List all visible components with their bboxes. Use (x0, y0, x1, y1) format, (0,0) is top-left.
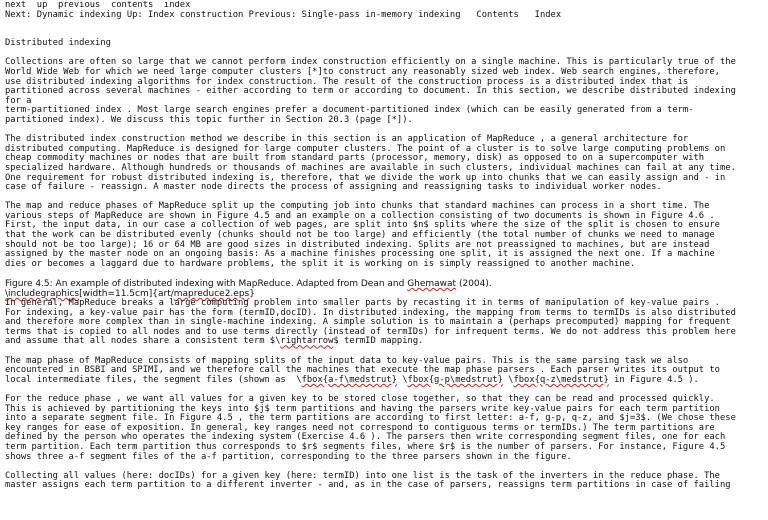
mapping-text: $ termID mapping. (333, 336, 424, 347)
include-close: } (249, 289, 255, 300)
text-line: First, the input data, in our case a collection of web pages, are split into $n$ splits where the size of the split is chosen to ensure (5, 220, 720, 231)
text-line: term partition. Each term partition thus corresponds to $r$ segments files, where $r$ is the number of parsers. For instance, Figure 4.5 (5, 441, 726, 452)
text-line: World Wide Web for which we need large computer clusters [*]to construct any reasonably sized web index. Web search engines, therefore, (5, 66, 720, 77)
text-line: terms that is copied to all nodes and to use terms directly (instead of termIDs) for infrequent terms. We do not address this problem here (5, 326, 736, 337)
latex-command: fbox{g-p\medstrut} (407, 374, 503, 385)
up-title-link[interactable]: Index construction (148, 9, 244, 20)
text-line (5, 376, 765, 386)
mapping-text: and assume that all nodes share a consistent term $\ (5, 336, 281, 347)
contents-link[interactable]: contents (110, 1, 154, 10)
previous-link[interactable]: previous (57, 1, 101, 10)
caption-text: Figure 4.5: An example of distributed indexing with MapReduce. Adapted from Dean and (5, 279, 408, 290)
paragraph-reduce-phase (5, 395, 765, 462)
segment-text: \ (502, 374, 514, 385)
up-link[interactable]: up (36, 1, 48, 10)
text-line: and therefore more complex than in single-machine indexing. A simple solution is to maintain a (perhaps precomputed) mapping for frequent (5, 317, 731, 328)
text-line: encountered in BSBI and SPIMI, and we therefore call the machines that execute the map phase parsers . Each parser writes its output to (5, 365, 720, 376)
text-line: The distributed index construction method we describe in this section is an application of MapReduce , a general architecture for (5, 134, 689, 145)
contents-title-link[interactable]: Contents (476, 9, 519, 20)
text-line: shows three a-f segment files of the a-f partition, corresponding to the three parsers shown in the figure. (5, 451, 572, 462)
text-line: term-partitioned index . Most large search engines prefer a document-partitioned index (which can be easily generated from a term- (5, 105, 694, 116)
text-line: For indexing, a key-value pair has the form (termID,docID). In distributed indexing, the mapping from terms to termIDs is also distributed (5, 307, 736, 318)
text-line: assigned by the master node on an ongoing basis: As a machine finishes processing one split, it is assigned the next one. If a machine (5, 249, 715, 260)
text-line: should not be too large); 16 or 64 MB are good sizes in distributed indexing. Splits are not preassigned to machines, but are instead (5, 239, 710, 250)
text-line: In general, MapReduce breaks a large computing problem into smaller parts by recasting it in terms of manipulation of key-value pairs . (5, 298, 720, 309)
text-line: into a separate segment file. In Figure 4.5 , the term partitions are according to first letter: a-f, g-p, q-z, and $j=3$. (We chose these (5, 413, 736, 424)
paragraph-map-phase (5, 357, 765, 386)
paragraph-map-reduce-phases (5, 202, 765, 269)
text-line: that the work can be distributed evenly (chunks should not be too large) and efficiently (the total number of chunks we need to manage (5, 230, 715, 241)
text-line: partitioned across several machines - either according to term or according to document. In this section, we describe distributed indexing (5, 86, 736, 97)
text-line: specialized hardware. Although hundreds or thousands of machines are available in such clusters, individual machines can fail at any time. (5, 162, 736, 173)
section-heading: Distributed indexing (5, 38, 111, 49)
text-line: cheap commodity machines or nodes that are built from standard parts (processor, memory, disk) as opposed to on a supercomputer with (5, 153, 705, 164)
index-title-link[interactable]: Index (534, 9, 562, 20)
text-line: partitioned index). We discuss this topic further in Section 20.3 (page [*]). (5, 114, 413, 125)
text-line: various steps of MapReduce are shown in Figure 4.5 and an example on a collection consisting of two documents is shown in Figure 4.6 . (5, 210, 715, 221)
text-line: Collecting all values (here: docIDs) for a given key (here: termID) into one list is the task of the inverters in the reduce phase. The (5, 470, 720, 481)
up-label: Up: (126, 9, 143, 20)
text-line: One requirement for robust distributed indexing is, therefore, that we divide the work up into chunks that we can easily assign and - in (5, 172, 726, 183)
nav-breadcrumb (5, 11, 765, 21)
include-file: mapreduce2.eps (173, 289, 250, 300)
text-line: case of failure - reassign. A master node directs the process of assigning and reassigning tasks to individual worker nodes. (5, 182, 662, 193)
text-line: for a (5, 95, 32, 106)
caption-year: (2004). (456, 279, 492, 290)
include-args: [width=11.5cm]{art/ (79, 289, 174, 300)
include-command: \includegraphics (5, 289, 80, 300)
text-line: use distributed indexing algorithms for index construction. The result of the construction process is a distributed index that is (5, 76, 689, 87)
latex-command: fbox{q-z\medstrut} (513, 374, 609, 385)
text-line: The map phase of MapReduce consists of mapping splits of the input data to key-value pairs. This is the same parsing task we also (5, 355, 689, 366)
text-line: The map and reduce phases of MapReduce split up the computing job into chunks that standard machines can process in a short time. The (5, 201, 710, 212)
text-line: master assigns each term partition to a different inverter - and, as in the case of parsers, reassigns term partitions in case of failing (5, 480, 731, 491)
next-label: Next: (5, 9, 32, 20)
text-line: distributed computing. MapReduce is designed for large computer clusters. The point of a cluster is to solve large computing problems on (5, 143, 726, 154)
latex-command: fbox{a-f\medstrut} (301, 374, 397, 385)
previous-label: Previous: (248, 9, 297, 20)
caption-author: Ghemawat (407, 279, 457, 290)
next-link[interactable]: next (5, 1, 27, 10)
paragraph-mapreduce (5, 135, 765, 193)
paragraph-intro (5, 58, 765, 125)
document-page (5, 1, 765, 520)
latex-command: rightarrow (280, 336, 334, 347)
text-line: defined by the person who operates the indexing system (Exercise 4.6 ). The parsers then write corresponding segment files, one for each (5, 432, 726, 443)
index-link[interactable]: index (163, 1, 191, 10)
paragraph-general (5, 299, 765, 347)
text-line: For the reduce phase , we want all values for a given key to be stored close together, so that they can be read and processed quickly. (5, 393, 715, 404)
next-title-link[interactable]: Dynamic indexing (36, 9, 122, 20)
previous-title-link[interactable]: Single-pass in-memory indexing (301, 9, 461, 20)
text-line: key ranges for ease of exposition. In general, key ranges need not correspond to contiguous terms or termIDs.) The term partitions are (5, 422, 715, 433)
text-line: Collections are often so large that we cannot perform index construction efficiently on a single machine. This is particularly true of the (5, 57, 736, 68)
segment-text: in Figure 4.5 ). (608, 374, 699, 385)
text-line: dies or becomes a laggard due to hardware problems, the split it is working on is simply reassigned to another machine. (5, 258, 636, 269)
text-line: This is achieved by partitioning the keys into $j$ term partitions and having the parsers write key-value pairs for each term partition (5, 403, 720, 414)
text-line (5, 337, 765, 347)
segment-text: local intermediate files, the segment files (shown as \ (5, 374, 302, 385)
figure-caption (5, 279, 765, 289)
paragraph-collecting (5, 472, 765, 491)
segment-text: \ (396, 374, 408, 385)
